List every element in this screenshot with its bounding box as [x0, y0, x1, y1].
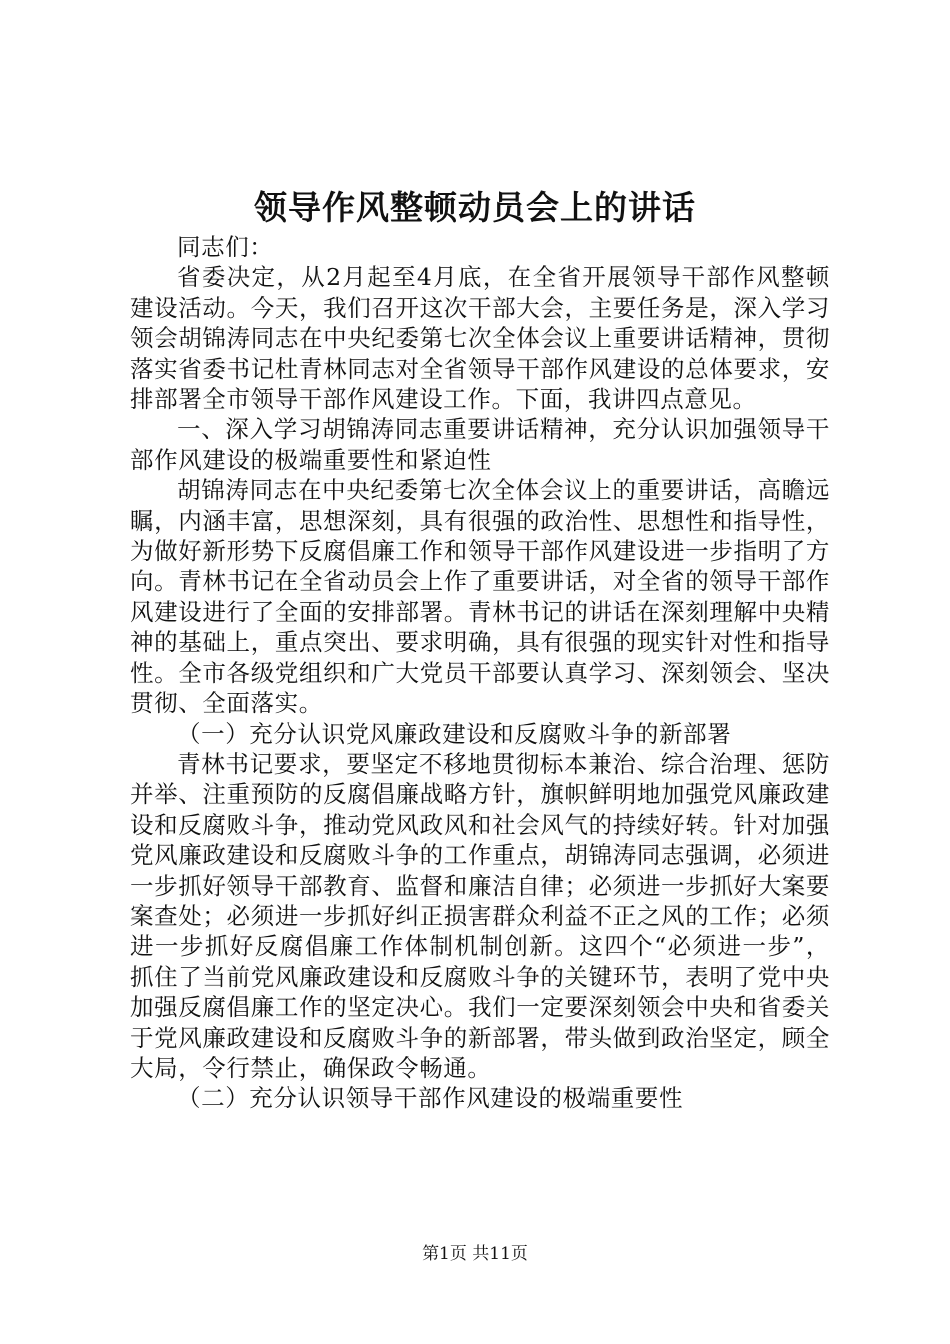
paragraph-section-1: 胡锦涛同志在中央纪委第七次全体会议上的重要讲话，高瞻远瞩，内涵丰富，思想深刻，具有很强的政治性、思想性和指导性，为做好新形势下反腐倡廉工作和领导干部作风建设进一步指明了方向。青林书记在全省动员会上作了重要讲话，对全省的领导干部作风建设进行了全面的安排部署。青林书记的讲话在深刻理解中央精神的基础上，重点突出、要求明确，具有很强的现实针对性和指导性。全市各级党组织和广大党员干部要认真学习、深刻领会、坚决贯彻、全面落实。	[130, 476, 830, 718]
section-heading-1: 一、深入学习胡锦涛同志重要讲话精神，充分认识加强领导干部作风建设的极端重要性和紧迫性	[130, 415, 830, 474]
page-number: 第1页 共11页	[422, 1244, 528, 1264]
subsection-heading-2: （二）充分认识领导干部作风建设的极端重要性	[177, 1084, 684, 1113]
document-title: 领导作风整顿动员会上的讲话	[254, 188, 696, 227]
page-footer	[0, 1243, 950, 1265]
paragraph-subsection-1: 青林书记要求，要坚定不移地贯彻标本兼治、综合治理、惩防并举、注重预防的反腐倡廉战略方针，旗帜鲜明地加强党风廉政建设和反腐败斗争，推动党风政风和社会风气的持续好转。针对加强党风廉政建设和反腐败斗争的工作重点，胡锦涛同志强调，必须进一步抓好领导干部教育、监督和廉洁自律；必须进一步抓好大案要案查处；必须进一步抓好纠正损害群众利益不正之风的工作；必须进一步抓好反腐倡廉工作体制机制创新。这四个“必须进一步”，抓住了当前党风廉政建设和反腐败斗争的关键环节，表明了党中央加强反腐倡廉工作的坚定决心。我们一定要深刻领会中央和省委关于党风廉政建设和反腐败斗争的新部署，带头做到政治坚定，顾全大局，令行禁止，确保政令畅通。	[130, 749, 830, 1082]
paragraph-intro: 省委决定，从2月起至4月底，在全省开展领导干部作风整顿建设活动。今天，我们召开这次干部大会，主要任务是，深入学习领会胡锦涛同志在中央纪委第七次全体会议上重要讲话精神，贯彻落实省委书记杜青林同志对全省领导干部作风建设的总体要求，安排部署全市领导干部作风建设工作。下面，我讲四点意见。	[130, 263, 830, 414]
document-body	[130, 232, 830, 1114]
subsection-heading-1: （一）充分认识党风廉政建设和反腐败斗争的新部署	[177, 719, 732, 748]
paragraph-salutation: 同志们：	[177, 233, 274, 261]
